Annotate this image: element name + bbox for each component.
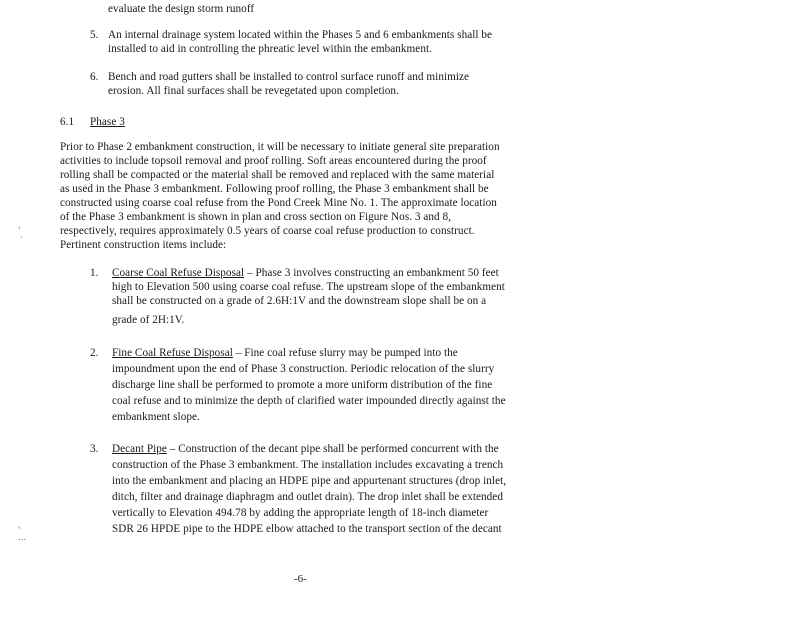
- list-item-line: construction of the Phase 3 embankment. The installation includes excavating a trench: [112, 459, 504, 471]
- list-item-line: high to Elevation 500 using coarse coal refuse. The upstream slope of the embankment: [112, 281, 505, 293]
- item-first-line-text: – Construction of the decant pipe shall be performed concurrent with the: [166, 443, 499, 455]
- top-fragment-line: evaluate the design storm runoff: [108, 3, 255, 15]
- item-heading: Decant Pipe: [112, 443, 167, 455]
- paragraph-line: Prior to Phase 2 embankment construction, it will be necessary to initiate general site preparation: [60, 141, 500, 153]
- scan-mark: ⋯: [18, 535, 26, 544]
- scan-mark: ‘: [18, 225, 21, 234]
- list-item-first-line: [112, 346, 458, 360]
- list-item-line: ditch, filter and drainage diaphragm and outlet drain). The drop inlet shall be extended: [112, 491, 503, 503]
- scan-mark: ‘: [18, 525, 21, 534]
- list-item-line: coal refuse and to minimize the depth of clarified water impounded directly against the: [112, 395, 506, 407]
- paragraph-line: activities to include topsoil removal and proof rolling. Soft areas encountered during the proof: [60, 155, 487, 167]
- list-item-number: 1.: [90, 267, 99, 279]
- list-item-line: SDR 26 HPDE pipe to the HDPE elbow attached to the transport section of the decant: [112, 523, 502, 535]
- list-item-line: embankment slope.: [112, 411, 200, 423]
- list-item-line: shall be constructed on a grade of 2.6H:1V and the downstream slope shall be on a: [112, 295, 487, 307]
- list-item-number: 2.: [90, 347, 99, 359]
- page-number: -6-: [294, 573, 307, 585]
- paragraph-line: rolling shall be compacted or the material shall be removed and replaced with the same material: [60, 169, 495, 181]
- list-item-first-line: [112, 442, 499, 456]
- list-item-line: An internal drainage system located within the Phases 5 and 6 embankments shall be: [108, 29, 493, 41]
- item-first-line-text: – Fine coal refuse slurry may be pumped into the: [232, 347, 458, 359]
- section-number: 6.1: [60, 116, 75, 128]
- paragraph-line: of the Phase 3 embankment is shown in plan and cross section on Figure Nos. 3 and 8,: [60, 211, 452, 223]
- item-first-line-text: – Phase 3 involves constructing an embankment 50 feet: [244, 267, 499, 279]
- list-item-line: discharge line shall be performed to promote a more uniform distribution of the fine: [112, 379, 493, 391]
- list-item-line: erosion. All final surfaces shall be revegetated upon completion.: [108, 85, 399, 97]
- list-item-line: impoundment upon the end of Phase 3 construction. Periodic relocation of the slurry: [112, 363, 495, 375]
- list-item-line: installed to aid in controlling the phreatic level within the embankment.: [108, 43, 432, 55]
- paragraph-line: as used in the Phase 3 embankment. Following proof rolling, the Phase 3 embankment shall be: [60, 183, 489, 195]
- list-item-number: 5.: [90, 29, 99, 41]
- list-item-number: 6.: [90, 71, 99, 83]
- paragraph-line: Pertinent construction items include:: [60, 239, 227, 251]
- item-heading: Coarse Coal Refuse Disposal: [112, 267, 245, 279]
- list-item-line: grade of 2H:1V.: [112, 314, 185, 326]
- scan-mark: ⋅: [20, 233, 23, 242]
- section-title: Phase 3: [90, 116, 125, 128]
- paragraph-line: constructed using coarse coal refuse from the Pond Creek Mine No. 1. The approximate location: [60, 197, 497, 209]
- list-item-line: vertically to Elevation 494.78 by adding the appropriate length of 18-inch diameter: [112, 507, 489, 519]
- list-item-first-line: [112, 266, 499, 280]
- list-item-line: into the embankment and placing an HDPE pipe and appurtenant structures (drop inlet,: [112, 475, 507, 487]
- paragraph-line: respectively, requires approximately 0.5 years of coarse coal refuse production to construct.: [60, 225, 475, 237]
- list-item-number: 3.: [90, 443, 99, 455]
- list-item-line: Bench and road gutters shall be installed to control surface runoff and minimize: [108, 71, 470, 83]
- item-heading: Fine Coal Refuse Disposal: [112, 347, 233, 359]
